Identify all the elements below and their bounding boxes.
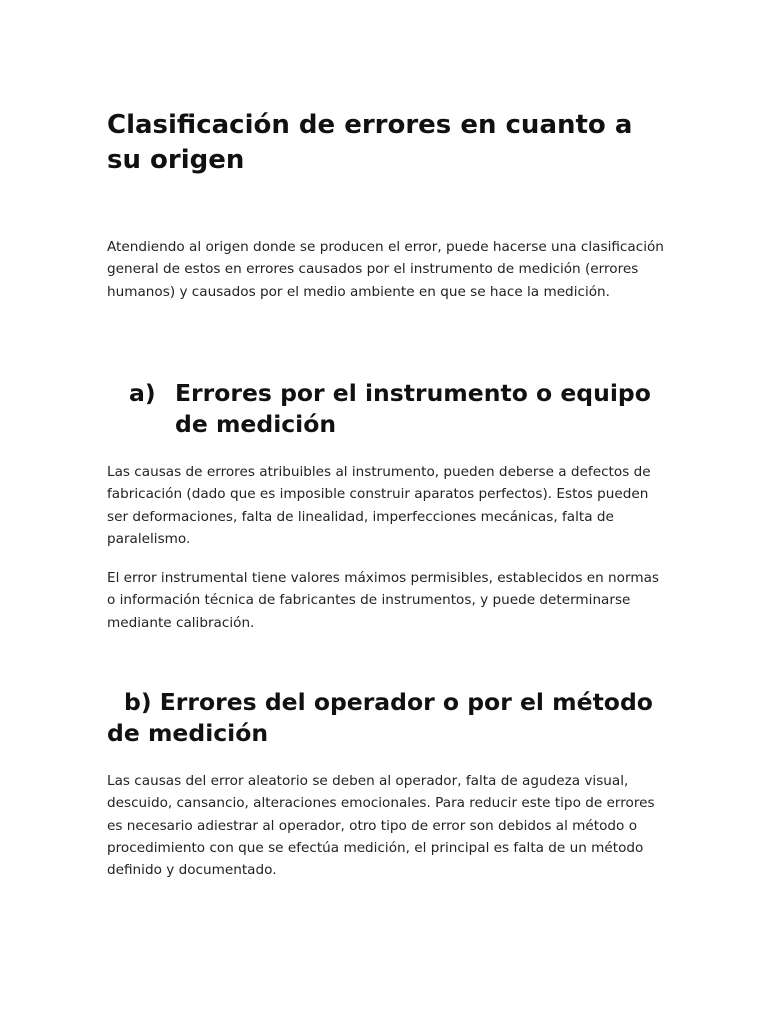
section-a-paragraph-1: Las causas de errores atribuibles al instrumento, pueden deberse a defectos de fabricación (dado que es imposible construir aparatos perfectos). Estos pueden ser deformaciones, falta de linealidad, imperfecciones mecánicas, falta de paralelismo. [107, 464, 651, 547]
intro-paragraph: Atendiendo al origen donde se producen el error, puede hacerse una clasificación general de estos en errores causados por el instrumento de medición (errores humanos) y causados por el medio ambiente en que se hace la medición. [107, 239, 664, 300]
page-title: Clasificación de errores en cuanto a su origen [107, 110, 633, 175]
section-b-heading-text: b) Errores del operador o por el método de medición [107, 688, 653, 747]
section-a-paragraph-2: El error instrumental tiene valores máximos permisibles, establecidos en normas o información técnica de fabricantes de instrumentos, y puede determinarse mediante calibración. [107, 570, 659, 631]
section-a-marker: a) [129, 379, 156, 407]
section-b-heading [107, 687, 667, 749]
section-a-heading [129, 378, 669, 440]
section-b-paragraph-1: Las causas del error aleatorio se deben al operador, falta de agudeza visual, descuido, cansancio, alteraciones emocionales. Para reducir este tipo de errores es necesario adiestrar al operador, otro tipo de error son debidos al método o procedimiento con que se efectúa medición, el principal es falta de un método definido y documentado. [107, 773, 655, 879]
section-a-heading-text: Errores por el instrumento o equipo de medición [175, 379, 651, 438]
